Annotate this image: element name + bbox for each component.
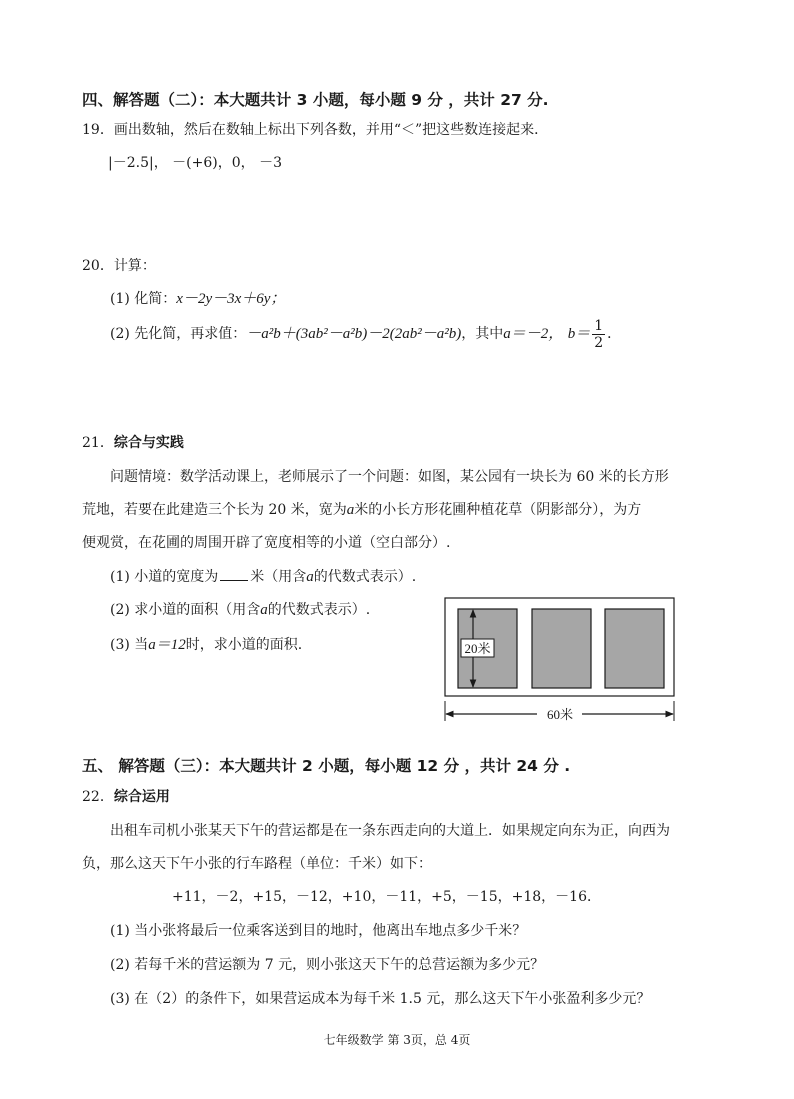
question-20-part-1 [110, 287, 285, 308]
question-20-title: 计算： [113, 258, 156, 274]
fraction-numerator: 1 [594, 317, 604, 334]
part-2-where: ，其中 [461, 326, 504, 342]
question-21-number: 21． [82, 435, 114, 451]
question-22 [82, 786, 170, 806]
question-20-part-2 [110, 318, 621, 350]
question-21-title: 综合与实践 [113, 435, 184, 451]
variable-a: a [346, 502, 355, 518]
line-2-end: 米的小长方形花圃种植花草（阴影部分），为方 [354, 502, 642, 518]
part-1-end: 的代数式表示）. [313, 569, 417, 585]
question-21-part-1 [110, 566, 416, 586]
part-3-end: 时，求小道的面积. [185, 637, 303, 653]
flowerbed-2 [532, 609, 591, 688]
question-22-part-1: (1) 当小张将最后一位乘客送到目的地时，他离出车地点多少千米？ [110, 923, 527, 939]
question-22-line-1: 出租车司机小张某天下午的营运都是在一条东西走向的大道上．如果规定向东为正，向西为 [110, 823, 670, 839]
part-1-mid: 米（用含 [250, 569, 307, 585]
variable-a: a [306, 569, 314, 585]
question-19 [82, 119, 548, 139]
page-footer: 七年级数学 第 3页，总 4页 [323, 1033, 471, 1047]
section-4-heading: 四、解答题（二）：本大题共计 3 小题，每小题 9 分 ，共计 27 分. [82, 91, 549, 109]
answer-blank [220, 568, 248, 581]
part-3-expression: a＝12 [148, 637, 186, 653]
part-2-b-label: b＝ [567, 326, 591, 342]
question-21-part-2 [110, 599, 370, 619]
question-20 [82, 255, 156, 275]
question-21-line-2 [82, 499, 641, 519]
part-2-a-value: a＝－2， [503, 326, 564, 342]
part-2-end: ． [607, 326, 622, 342]
question-19-number: 19． [82, 122, 114, 138]
question-20-number: 20． [82, 258, 114, 274]
part-2-expression: －a²b＋(3ab²－a²b)－2(2ab²－a²b) [246, 326, 462, 342]
flowerbed-3 [605, 609, 664, 688]
label-20-meters: 20米 [464, 641, 491, 656]
garden-diagram [440, 594, 680, 728]
line-2-start: 荒地，若要在此建造三个长为 20 米，宽为 [82, 502, 347, 518]
question-22-line-2: 负，那么这天下午小张的行车路程（单位：千米）如下： [82, 856, 432, 872]
question-21 [82, 432, 184, 452]
part-3-start: (3) 当 [110, 637, 149, 653]
part-1-start: (1) 小道的宽度为 [110, 569, 219, 585]
part-1-label: (1) 化简： [110, 291, 177, 307]
question-19-numbers: |－2.5|， －(+6)，0， －3 [108, 155, 282, 171]
question-22-data: +11，－2，+15，－12，+10，－11，+5，－15，+18，－16． [172, 889, 601, 905]
part-2-start: (2) 求小道的面积（用含 [110, 602, 261, 618]
question-21-part-3 [110, 633, 302, 654]
section-5-heading: 五、 解答题（三）：本大题共计 2 小题，每小题 12 分 ，共计 24 分 . [82, 757, 571, 775]
garden-figure [440, 594, 680, 728]
variable-a: a [260, 602, 268, 618]
part-2-label: (2) 先化简，再求值： [110, 326, 247, 342]
question-22-part-2: (2) 若每千米的营运额为 7 元，则小张这天下午的总营运额为多少元？ [110, 957, 545, 973]
fraction-denominator: 2 [594, 334, 604, 351]
part-1-expression: x－2y－3x＋6y； [176, 291, 286, 307]
fraction-one-half [592, 319, 605, 350]
question-22-number: 22． [82, 789, 114, 805]
question-21-line-1: 问题情境：数学活动课上，老师展示了一个问题：如图，某公园有一块长为 60 米的长方形 [110, 469, 669, 485]
question-21-line-3: 便观赏，在花圃的周围开辟了宽度相等的小道（空白部分）. [82, 535, 451, 551]
label-60-meters: 60米 [546, 707, 574, 722]
question-19-text: 画出数轴，然后在数轴上标出下列各数，并用“＜”把这些数连接起来． [113, 122, 549, 138]
question-22-part-3: (3) 在（2）的条件下，如果营运成本为每千米 1.5 元，那么这天下午小张盈利多少元？ [110, 991, 651, 1007]
question-22-title: 综合运用 [113, 789, 170, 805]
part-2-end: 的代数式表示）. [267, 602, 371, 618]
